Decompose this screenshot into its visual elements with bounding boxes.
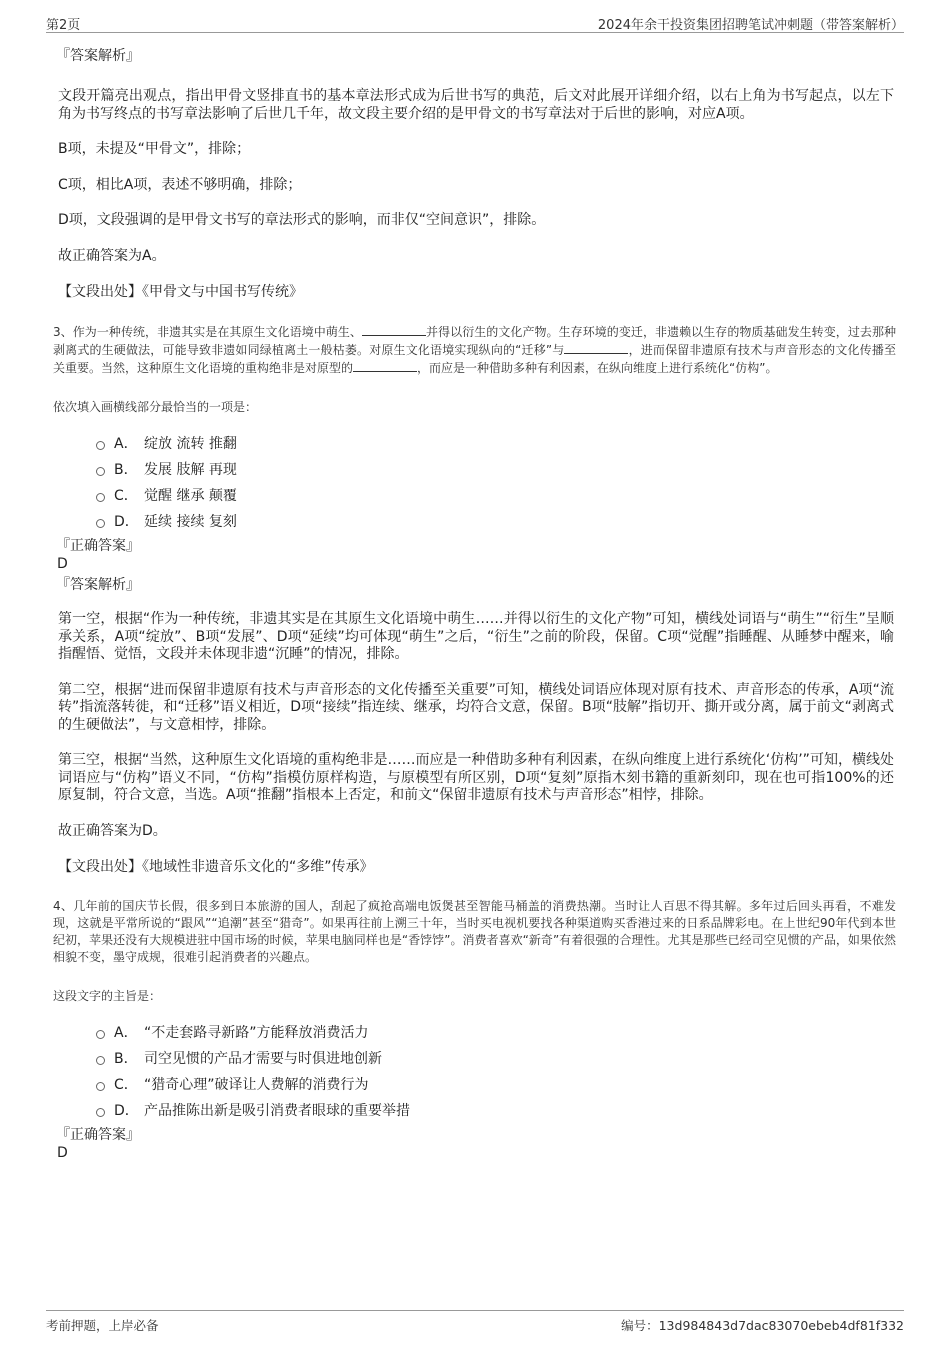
q3-analysis-paragraph: 第一空，根据“作为一种传统，非遗其实是在其原生文化语境中萌生……并得以衍生的文化产物”可知，横线处词语与“萌生”“衍生”呈顺承关系，A项“绽放”、B项“发展”、D项“延续”均可体现“萌生”之后，“衍生”之前的阶段，保留。C项“觉醒”指睡醒、从睡梦中醒来，喻指醒悟、觉悟，文段并未体现非遗“沉睡”的情况，排除。 [58, 611, 894, 662]
q3-source: 【文段出处】《地域性非遗音乐文化的“多维”传承》 [58, 859, 374, 875]
radio-button[interactable] [96, 519, 105, 528]
q3-option-d[interactable] [96, 508, 896, 534]
q3-blank-3 [353, 359, 417, 372]
document-body [53, 40, 896, 1162]
option-letter: C． [114, 1077, 138, 1093]
q2-analysis-paragraph: C项，相比A项，表述不够明确，排除； [58, 176, 302, 193]
option-text: “猎奇心理”破译让人费解的消费行为 [144, 1077, 369, 1093]
option-text: 觉醒 继承 颠覆 [144, 488, 237, 504]
footer-slogan: 考前押题，上岸必备 [46, 1318, 159, 1333]
q3-blank-2 [564, 341, 628, 354]
radio-button[interactable] [96, 1056, 105, 1065]
q3-text-part: ，进而保留非遗原有技术与声音形态的文化传播至关重要。当然，这种原生文化语境的重构绝非是对原型的 [53, 343, 896, 375]
radio-button[interactable] [96, 441, 105, 450]
radio-button[interactable] [96, 1082, 105, 1091]
q3-option-b[interactable] [96, 456, 896, 482]
document-title: 2024年余干投资集团招聘笔试冲刺题（带答案解析） [597, 18, 904, 33]
q3-blank-1 [362, 323, 426, 336]
q3-analysis-label: 『答案解析』 [56, 577, 140, 593]
option-letter: B． [114, 1051, 138, 1067]
page-number: 第2页 [46, 18, 81, 33]
q4-option-c[interactable] [96, 1071, 896, 1097]
q2-analysis-paragraph: 故正确答案为A。 [58, 247, 166, 264]
q2-source: 【文段出处】《甲骨文与中国书写传统》 [58, 284, 303, 300]
option-letter: A． [114, 436, 138, 452]
q2-analysis-paragraph: B项，未提及“甲骨文”，排除； [58, 141, 251, 157]
page-header [46, 10, 904, 33]
radio-button[interactable] [96, 493, 105, 502]
q2-analysis-paragraph: D项，文段强调的是甲骨文书写的章法形式的影响，而非仅“空间意识”，排除。 [58, 212, 546, 228]
q3-prompt: 依次填入画横线部分最恰当的一项是： [53, 400, 258, 414]
page-footer [46, 1310, 904, 1335]
q4-options [96, 1019, 896, 1123]
q4-answer-label: 『正确答案』 [56, 1127, 140, 1143]
q4-answer: D [57, 1145, 68, 1161]
q3-text-part: 3、作为一种传统，非遗其实是在其原生文化语境中萌生、 [53, 325, 362, 339]
q3-answer-label: 『正确答案』 [56, 538, 140, 554]
q3-option-c[interactable] [96, 482, 896, 508]
q3-analysis-paragraph: 第三空，根据“当然，这种原生文化语境的重构绝非是……而应是一种借助多种有利因素，在纵向维度上进行系统化‘仿构’”可知，横线处词语应与“仿构”语义不同，“仿构”指模仿原样构造，与原模型有所区别，D项“复刻”原指木刻书籍的重新刻印，现在也可指100%的还原复制，符合文意，当选。A项“推翻”指根本上否定，和前文“保留非遗原有技术与声音形态”相悖，排除。 [58, 752, 894, 803]
q4-question-text: 4、几年前的国庆节长假，很多到日本旅游的国人，刮起了疯抢高端电饭煲甚至智能马桶盖的消费热潮。当时让人百思不得其解。多年过后回头再看，不难发现，这就是平常所说的“跟风”“追潮”甚至“猎奇”。如果再往前上溯三十年，当时买电视机要找各种渠道购买香港过来的日系品牌彩电。在上世纪90年代到本世纪初，苹果还没有大规模进驻中国市场的时候，苹果电脑同样也是“香饽饽”。消费者喜欢“新奇”有着很强的合理性。尤其是那些已经司空见惯的产品，如果依然相貌不变，墨守成规，很难引起消费者的兴趣点。 [53, 899, 896, 964]
option-text: “不走套路寻新路”方能释放消费活力 [144, 1025, 369, 1041]
option-text: 发展 肢解 再现 [144, 462, 237, 478]
q3-answer: D [57, 556, 68, 572]
q3-analysis-paragraph: 故正确答案为D。 [58, 822, 167, 839]
q3-question-text [53, 323, 896, 377]
radio-button[interactable] [96, 467, 105, 476]
option-text: 延续 接续 复刻 [144, 514, 237, 530]
radio-button[interactable] [96, 1030, 105, 1039]
q4-option-b[interactable] [96, 1045, 896, 1071]
q2-analysis-paragraph: 文段开篇亮出观点，指出甲骨文竖排直书的基本章法形式成为后世书写的典范，后文对此展开详细介绍，以右上角为书写起点，以左下角为书写终点的书写章法影响了后世几千年，故文段主要介绍的是甲骨文的书写章法对于后世的影响，对应A项。 [58, 88, 894, 122]
option-letter: D． [114, 1103, 139, 1119]
option-letter: B． [114, 462, 138, 478]
q4-option-a[interactable] [96, 1019, 896, 1045]
q2-analysis-label: 『答案解析』 [56, 48, 140, 64]
option-letter: C． [114, 488, 138, 504]
document-code: 编号：13d984843d7dac83070ebeb4df81f332 [621, 1318, 904, 1333]
q3-options [96, 430, 896, 534]
q4-prompt: 这段文字的主旨是： [53, 989, 162, 1003]
q4-option-d[interactable] [96, 1097, 896, 1123]
option-letter: D． [114, 514, 139, 530]
option-text: 产品推陈出新是吸引消费者眼球的重要举措 [144, 1103, 410, 1119]
q3-option-a[interactable] [96, 430, 896, 456]
q3-text-part: 并得以衍生的文化产物。生存环境的变迁，非遗赖以生存的物质基础发生转变，过去那种剥离式的生硬做法，可能导致非遗如同绿植离土一般枯萎。对原生文化语境实现纵向的“迁移”与 [53, 325, 896, 357]
option-text: 司空见惯的产品才需要与时俱进地创新 [144, 1051, 382, 1067]
q3-analysis-paragraph: 第二空，根据“进而保留非遗原有技术与声音形态的文化传播至关重要”可知，横线处词语应体现对原有技术、声音形态的传承，A项“流转”指流落转徙，和“迁移”语义相近，D项“接续”指连续、继承，均符合文意，保留。B项“肢解”指切开、撕开或分离，属于前文“剥离式的生硬做法”，与文意相悖，排除。 [58, 681, 894, 733]
q3-text-part: ，而应是一种借助多种有利因素，在纵向维度上进行系统化“仿构”。 [417, 361, 778, 375]
option-letter: A． [114, 1025, 138, 1041]
radio-button[interactable] [96, 1108, 105, 1117]
option-text: 绽放 流转 推翻 [144, 436, 237, 452]
